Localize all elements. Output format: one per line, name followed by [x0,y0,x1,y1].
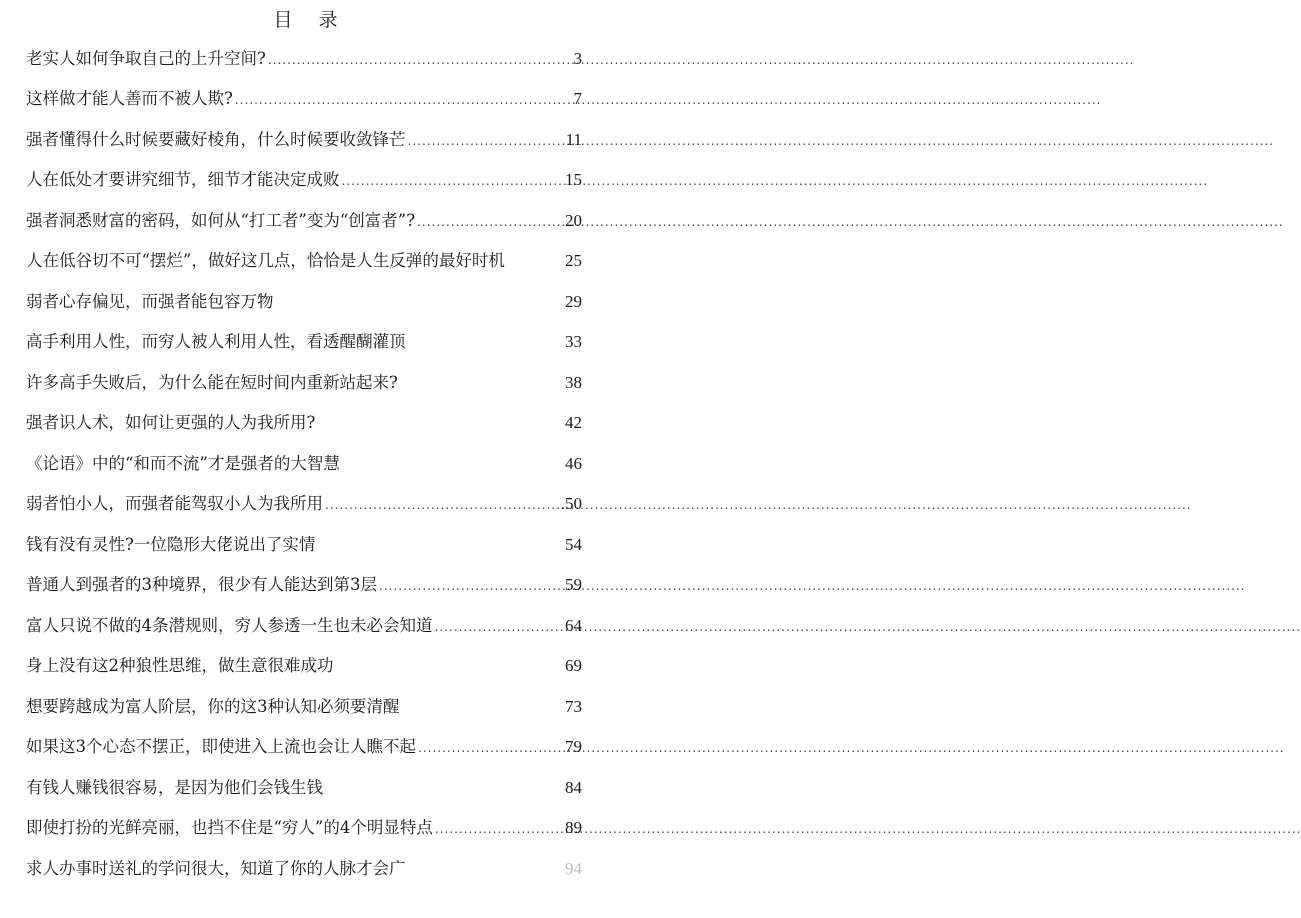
toc-entry-title: 强者懂得什么时候要藏好棱角，什么时候要收敛锋芒 [26,129,406,149]
toc-list [26,46,582,896]
toc-entry-page-number: 42 [565,413,582,432]
toc-entry-title: 高手利用人性，而穷人被人利用人性，看透醒醐灌顶 [26,332,406,351]
toc-entry-page-number: 11 [565,129,582,149]
toc-entry-title: 许多高手失败后，为什么能在短时间内重新站起来? [26,372,398,392]
toc-leader-dots [408,128,564,154]
toc-entry-page-number: 59 [565,575,582,594]
toc-entry[interactable] [26,46,582,86]
toc-entry-page-number: 20 [565,210,582,230]
toc-entry-page-number: 89 [565,818,582,837]
toc-entry[interactable] [26,491,582,532]
toc-entry-page-number: 25 [565,251,582,270]
toc-entry-page-number: 38 [565,372,582,392]
toc-entry[interactable] [26,329,582,370]
toc-entry[interactable] [26,451,582,492]
toc-entry-title: 人在低处才要讲究细节，细节才能决定成败 [26,170,340,189]
toc-entry-page-number: 94 [565,858,582,878]
toc-entry[interactable] [26,653,582,694]
toc-entry-page-number: 73 [565,696,582,716]
toc-entry-title: 人在低谷切不可“摆烂”，做好这几点，恰恰是人生反弹的最好时机 [26,251,505,270]
toc-entry[interactable] [26,127,582,168]
toc-entry-page-number: 33 [565,332,582,351]
toc-entry-page-number: 54 [565,534,582,554]
toc-entry-title: 普通人到强者的3种境界，很少有人能达到第3层 [26,575,377,594]
toc-entry-page-number: .50 [560,494,582,513]
toc-entry-page-number: 84 [565,777,582,797]
toc-entry-title: 钱有没有灵性?一位隐形大佬说出了实情 [26,534,316,554]
toc-entry-title: 《论语》中的“和而不流”才是强者的大智慧 [26,453,340,473]
toc-leader-dots [342,168,564,194]
toc-entry-page-number: 15 [565,170,582,189]
toc-leader-dots [435,614,564,640]
toc-entry[interactable] [26,289,582,330]
toc-entry-page-number: 29 [565,291,582,311]
toc-entry-title: 如果这3个心态不摆正，即使进入上流也会让人瞧不起 [26,737,416,756]
toc-entry[interactable] [26,208,582,249]
toc-entry-page-number: 3 [573,49,582,68]
toc-leader-dots [417,209,563,235]
toc-entry[interactable] [26,410,582,451]
toc-leader-dots [435,816,563,842]
toc-entry[interactable] [26,613,582,654]
toc-leader-dots [268,47,566,73]
toc-entry-page-number: 79 [565,737,582,756]
toc-leader-dots [379,573,563,599]
toc-entry-title: 强者识人术，如何让更强的人为我所用? [26,413,316,432]
toc-page [0,0,621,918]
toc-entry[interactable] [26,167,582,208]
toc-entry-title: 弱者怕小人，而强者能驾驭小人为我所用 [26,494,323,513]
toc-entry-page-number: 7 [573,89,582,108]
page-title: 目 录 [273,9,348,31]
toc-leader-dots [325,492,559,518]
toc-entry[interactable] [26,532,582,573]
toc-entry-page-number: 46 [565,453,582,473]
toc-entry-title: 弱者心存偏见，而强者能包容万物 [26,291,274,311]
toc-entry-title: 富人只说不做的4条潜规则，穷人参透一生也未必会知道 [26,615,433,635]
toc-entry[interactable] [26,86,582,127]
toc-entry-page-number: 69 [565,656,582,675]
toc-entry-title: 即使打扮的光鲜亮丽，也挡不住是“穷人”的4个明显特点 [26,818,433,837]
toc-entry[interactable] [26,775,582,816]
toc-entry[interactable] [26,815,582,856]
toc-entry-title: 身上没有这2种狼性思维，做生意很难成功 [26,656,334,675]
toc-entry[interactable] [26,248,582,289]
toc-entry-title: 老实人如何争取自己的上升空间? [26,49,266,68]
toc-entry-title: 强者洞悉财富的密码，如何从“打工者”变为“创富者”? [26,210,416,230]
toc-leader-dots [235,87,566,113]
toc-entry[interactable] [26,856,582,897]
toc-entry-title: 这样做才能人善而不被人欺? [26,89,233,108]
toc-entry[interactable] [26,370,582,411]
toc-entry[interactable] [26,572,582,613]
toc-entry-page-number: 64 [565,615,582,635]
toc-leader-dots [418,735,563,761]
toc-entry-title: 求人办事时送礼的学问很大，知道了你的人脉才会广 [26,858,406,878]
toc-entry[interactable] [26,694,582,735]
toc-entry[interactable] [26,734,582,775]
toc-entry-title: 有钱人赚钱很容易，是因为他们会钱生钱 [26,777,323,797]
toc-entry-title: 想要跨越成为富人阶层，你的这3种认知必须要清醒 [26,696,400,716]
